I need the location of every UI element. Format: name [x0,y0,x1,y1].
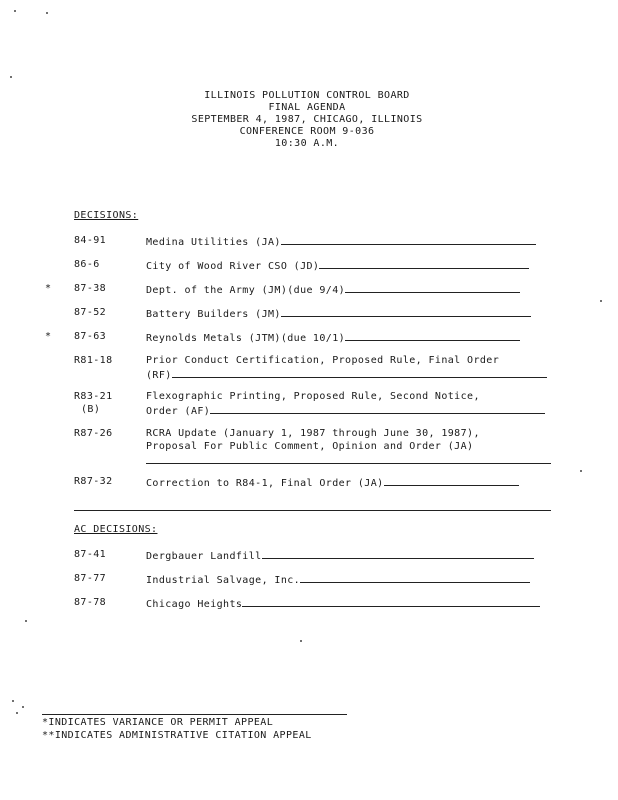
docket-number: 86-6 [74,259,100,270]
ac-agenda-item [0,597,618,611]
item-description: Dergbauer Landfill [146,551,262,562]
docket-number: 87-77 [74,573,107,584]
signature-line [281,307,531,317]
item-description: Correction to R84-1, Final Order (JA) [146,478,384,489]
agenda-item [0,307,618,321]
docket-number: 84-91 [74,235,107,246]
scan-speck [600,300,602,302]
signature-line [172,368,547,378]
docket-suffix: (B) [81,404,101,415]
agenda-item-continuation [0,368,618,382]
agenda-item [0,428,618,442]
item-description-cont: Proposal For Public Comment, Opinion and Order (JA) [146,441,474,452]
docket-number: R87-26 [74,428,113,439]
footer-legend [42,716,312,742]
signature-line [210,404,545,414]
variance-legend: *INDICATES VARIANCE OR PERMIT APPEAL [42,717,274,728]
decisions-heading: DECISIONS: [74,210,139,221]
meeting-time: 10:30 A.M. [274,138,340,149]
docket-number: R81-18 [74,355,113,366]
agenda-item [0,476,618,490]
scan-speck [25,620,27,622]
signature-line [319,259,529,269]
docket-number: 87-78 [74,597,107,608]
signature-line [345,283,520,293]
footer-rule [42,714,347,715]
item-description: Industrial Salvage, Inc. [146,575,301,586]
meeting-date-location: SEPTEMBER 4, 1987, CHICAGO, ILLINOIS [191,114,423,125]
docket-number: 87-38 [74,283,107,294]
docket-number: 87-63 [74,331,107,342]
signature-line [242,597,540,607]
agenda-item-continuation [0,441,618,455]
agenda-item [0,391,618,405]
scan-speck [46,12,48,14]
agenda-title: FINAL AGENDA [268,102,346,113]
item-description: Flexographic Printing, Proposed Rule, Second Notice, [146,391,480,402]
agenda-item [0,235,618,249]
item-description: Prior Conduct Certification, Proposed Rule, Final Order [146,355,500,366]
ac-agenda-item [0,549,618,563]
scan-speck [14,10,16,12]
item-description: Battery Builders (JM) [146,309,281,320]
scan-speck [16,712,18,714]
scan-speck [12,700,14,702]
ac-decisions-heading: AC DECISIONS: [74,524,158,535]
item-description-cont: Order (AF) [146,406,211,417]
agenda-header [0,90,618,150]
appeal-marker: * [45,283,52,294]
scan-speck [10,76,12,78]
appeal-marker: * [45,331,52,342]
agenda-item [0,283,618,297]
docket-number: 87-41 [74,549,107,560]
citation-legend: **INDICATES ADMINISTRATIVE CITATION APPEAL [42,730,312,741]
docket-number: R87-32 [74,476,113,487]
signature-line [345,331,520,341]
signature-line [146,463,551,464]
docket-number: R83-21 [74,391,113,402]
item-description: Reynolds Metals (JTM)(due 10/1) [146,333,346,344]
agenda-item-continuation [0,404,618,418]
item-description: City of Wood River CSO (JD) [146,261,320,272]
signature-line [281,235,536,245]
signature-line [262,549,534,559]
scan-speck [300,640,302,642]
item-description: RCRA Update (January 1, 1987 through June 30, 1987), [146,428,480,439]
section-divider-line [74,510,551,511]
signature-line [384,476,519,486]
agenda-item [0,355,618,369]
meeting-room: CONFERENCE ROOM 9-036 [239,126,375,137]
item-description: Dept. of the Army (JM)(due 9/4) [146,285,346,296]
agenda-item [0,331,618,345]
agenda-item [0,259,618,273]
docket-number: 87-52 [74,307,107,318]
item-description-cont: (RF) [146,370,172,381]
scan-speck [580,470,582,472]
item-description: Medina Utilities (JA) [146,237,281,248]
signature-line [300,573,530,583]
item-description: Chicago Heights [146,599,243,610]
board-name: ILLINOIS POLLUTION CONTROL BOARD [204,90,410,101]
ac-agenda-item [0,573,618,587]
scan-speck [22,706,24,708]
